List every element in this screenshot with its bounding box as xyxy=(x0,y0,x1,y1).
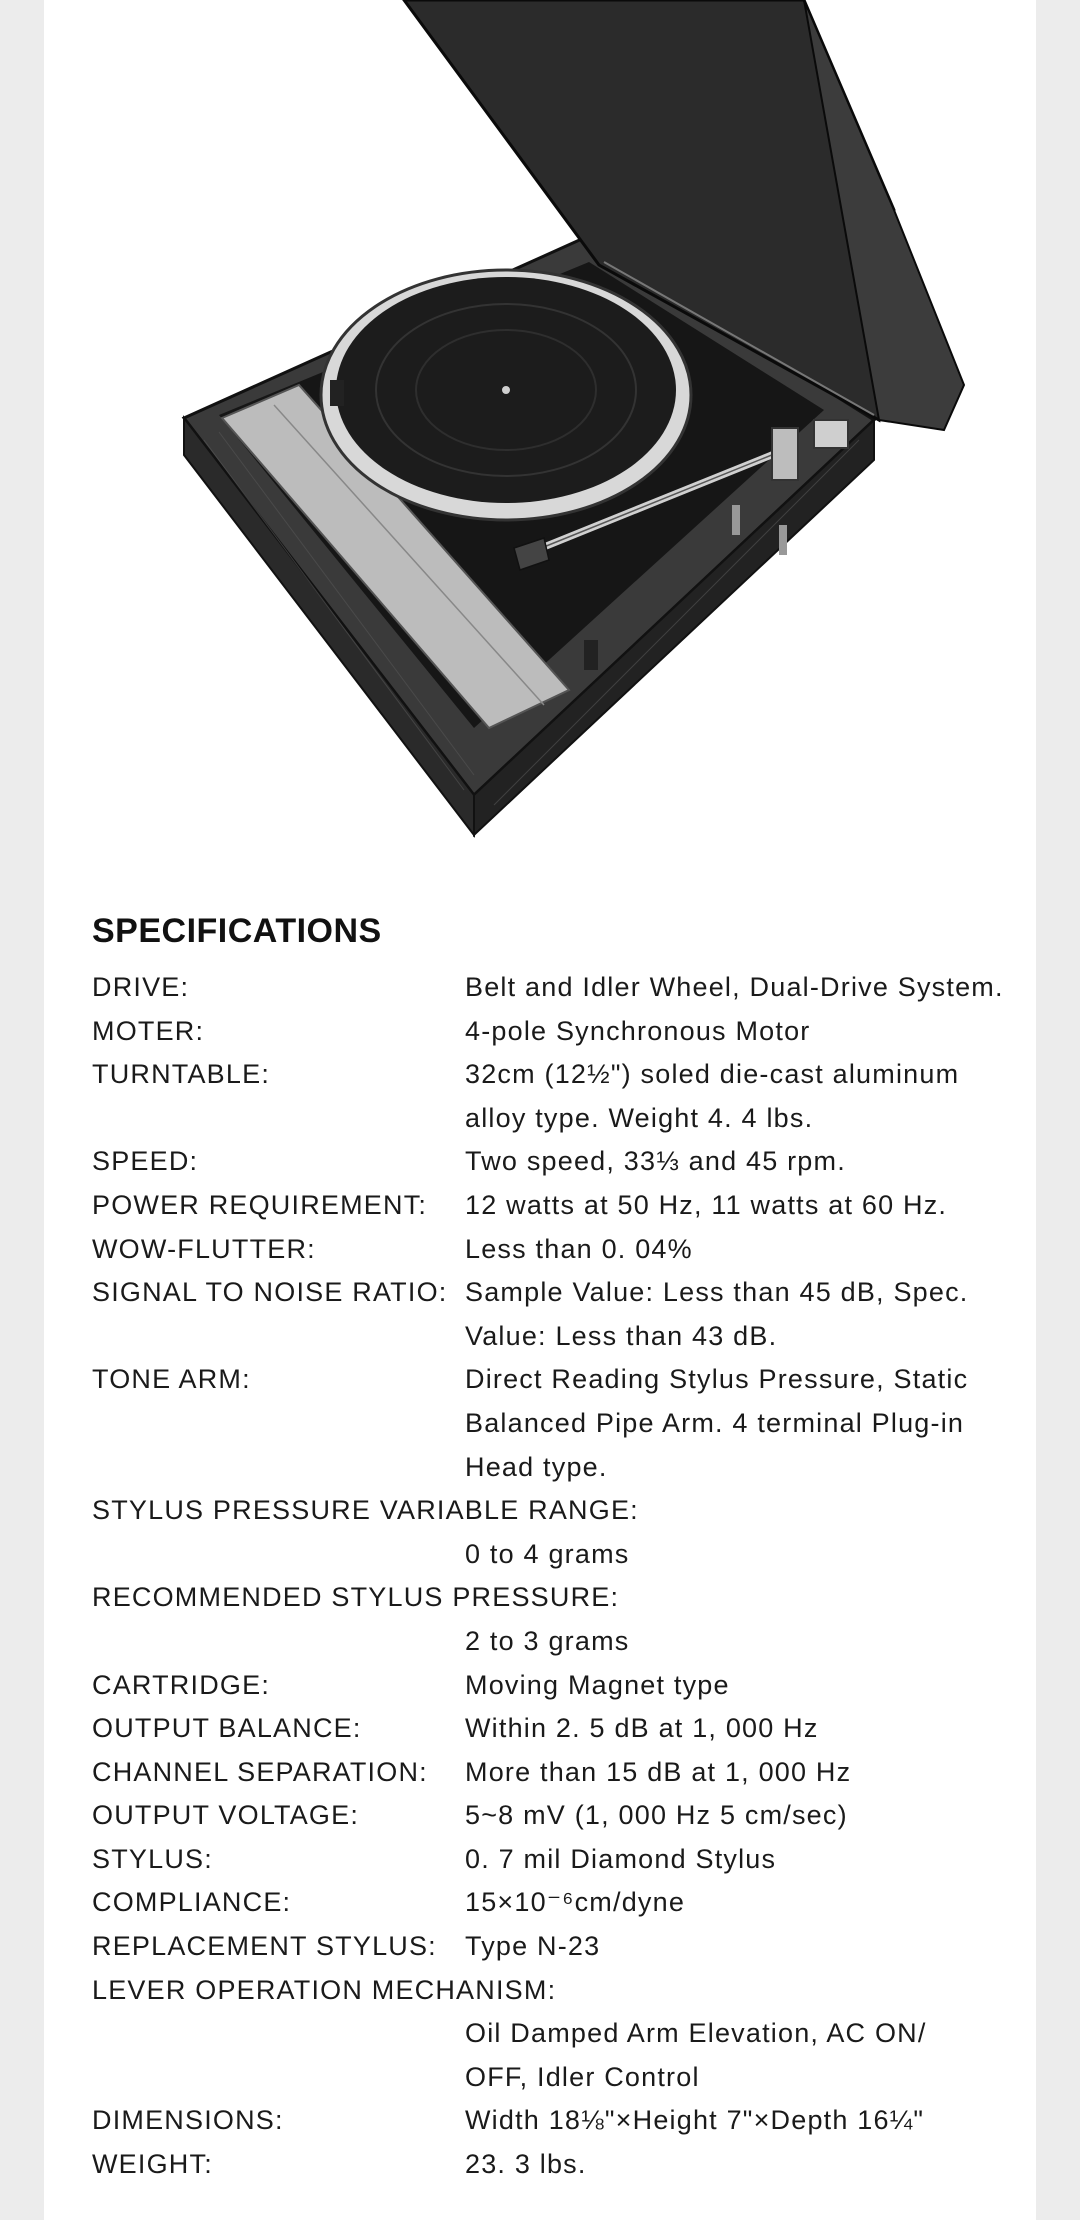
spec-value-line: Width 18⅛"×Height 7"×Depth 16¼" xyxy=(465,2105,925,2136)
spec-value-line: Balanced Pipe Arm. 4 terminal Plug-in xyxy=(465,1407,965,1438)
spec-label: REPLACEMENT STYLUS: xyxy=(92,1931,437,1962)
specifications-title: SPECIFICATIONS xyxy=(92,912,382,950)
spec-value-line: Type N-23 xyxy=(465,1931,601,1962)
spec-value-line: Moving Magnet type xyxy=(465,1669,730,1700)
spec-value xyxy=(465,1140,1032,1184)
spec-value-line: Direct Reading Stylus Pressure, Static xyxy=(465,1364,969,1395)
spec-row xyxy=(92,1140,1032,1184)
spec-value xyxy=(465,2143,1032,2187)
spec-label: DIMENSIONS: xyxy=(92,2105,284,2136)
spec-value xyxy=(465,1838,1032,1882)
spec-row xyxy=(92,1010,1032,1054)
spec-label: STYLUS: xyxy=(92,1843,213,1874)
spec-value: 2 to 3 grams xyxy=(465,1625,630,1656)
spec-row xyxy=(92,1184,1032,1228)
spec-value-line: 32cm (12½") soled die-cast aluminum xyxy=(465,1059,960,1090)
spec-value-line: 4-pole Synchronous Motor xyxy=(465,1015,811,1046)
document-page xyxy=(44,0,1036,2220)
spec-label: MOTER: xyxy=(92,1015,205,1046)
spec-row xyxy=(92,1881,1032,1925)
spec-heading: STYLUS PRESSURE VARIABLE RANGE: xyxy=(92,1495,639,1526)
spec-value xyxy=(465,1053,1032,1140)
spec-value-line: 12 watts at 50 Hz, 11 watts at 60 Hz. xyxy=(465,1189,948,1220)
spec-row xyxy=(92,1053,1032,1140)
spec-label: SPEED: xyxy=(92,1146,199,1177)
spec-value-line: Two speed, 33⅓ and 45 rpm. xyxy=(465,1146,846,1177)
spec-value-line: Belt and Idler Wheel, Dual-Drive System. xyxy=(465,972,1004,1002)
spec-heading: LEVER OPERATION MECHANISM: xyxy=(92,1974,557,2005)
spec-label: SIGNAL TO NOISE RATIO: xyxy=(92,1277,448,1308)
spec-value xyxy=(465,1271,1032,1358)
spec-row xyxy=(92,1838,1032,1882)
spec-value: OFF, Idler Control xyxy=(465,2061,700,2092)
spec-value xyxy=(465,1228,1032,1272)
spec-label: WEIGHT: xyxy=(92,2149,213,2180)
turntable-photo xyxy=(44,0,1036,860)
spec-value-line: 23. 3 lbs. xyxy=(465,2149,587,2180)
spec-label: OUTPUT BALANCE: xyxy=(92,1713,362,1744)
spec-row xyxy=(92,2143,1032,2187)
spec-value xyxy=(465,1358,1032,1489)
spec-row xyxy=(92,1358,1032,1489)
spec-value xyxy=(465,1751,1032,1795)
spec-row xyxy=(92,1751,1032,1795)
spec-value-line: Less than 0. 04% xyxy=(465,1233,693,1264)
spec-heading: RECOMMENDED STYLUS PRESSURE: xyxy=(92,1582,620,1613)
spec-value xyxy=(465,1881,1032,1925)
spec-value-line: Head type. xyxy=(465,1451,608,1482)
spec-value-line: Within 2. 5 dB at 1, 000 Hz xyxy=(465,1713,819,1744)
spec-value xyxy=(465,966,1032,1010)
spec-row xyxy=(92,1925,1032,1969)
spec-value-line: Value: Less than 43 dB. xyxy=(465,1320,778,1351)
spec-label: POWER REQUIREMENT: xyxy=(92,1189,428,1220)
spec-row xyxy=(92,2099,1032,2143)
spec-row xyxy=(92,1664,1032,1708)
spec-value xyxy=(465,1794,1032,1838)
spec-row xyxy=(92,1271,1032,1358)
spec-label: TONE ARM: xyxy=(92,1364,251,1395)
spec-value xyxy=(465,1184,1032,1228)
spec-label: OUTPUT VOLTAGE: xyxy=(92,1800,360,1831)
spec-value xyxy=(465,1707,1032,1751)
spec-label: WOW-FLUTTER: xyxy=(92,1233,316,1264)
spec-value-line: More than 15 dB at 1, 000 Hz xyxy=(465,1756,852,1787)
spec-row xyxy=(92,1707,1032,1751)
spec-label: TURNTABLE: xyxy=(92,1059,271,1090)
spec-value-line: 15×10⁻⁶cm/dyne xyxy=(465,1887,686,1918)
spec-value xyxy=(465,2099,1032,2143)
spec-row xyxy=(92,966,1032,1010)
spec-label: CHANNEL SEPARATION: xyxy=(92,1756,428,1787)
spec-label: CARTRIDGE: xyxy=(92,1669,271,1700)
spec-value xyxy=(465,1664,1032,1708)
specifications-list xyxy=(92,966,1032,2187)
spec-value: 0 to 4 grams xyxy=(465,1538,630,1569)
spec-label: COMPLIANCE: xyxy=(92,1887,292,1918)
spec-label: DRIVE: xyxy=(92,972,190,1002)
spec-value-line: Sample Value: Less than 45 dB, Spec. xyxy=(465,1277,969,1308)
spec-value xyxy=(465,1010,1032,1054)
spec-row xyxy=(92,1794,1032,1838)
spec-value-line: 5~8 mV (1, 000 Hz 5 cm/sec) xyxy=(465,1800,848,1831)
spec-row xyxy=(92,1228,1032,1272)
spec-value xyxy=(465,1925,1032,1969)
spec-value-line: alloy type. Weight 4. 4 lbs. xyxy=(465,1102,814,1133)
spec-value: Oil Damped Arm Elevation, AC ON/ xyxy=(465,2018,927,2049)
spec-value-line: 0. 7 mil Diamond Stylus xyxy=(465,1843,777,1874)
